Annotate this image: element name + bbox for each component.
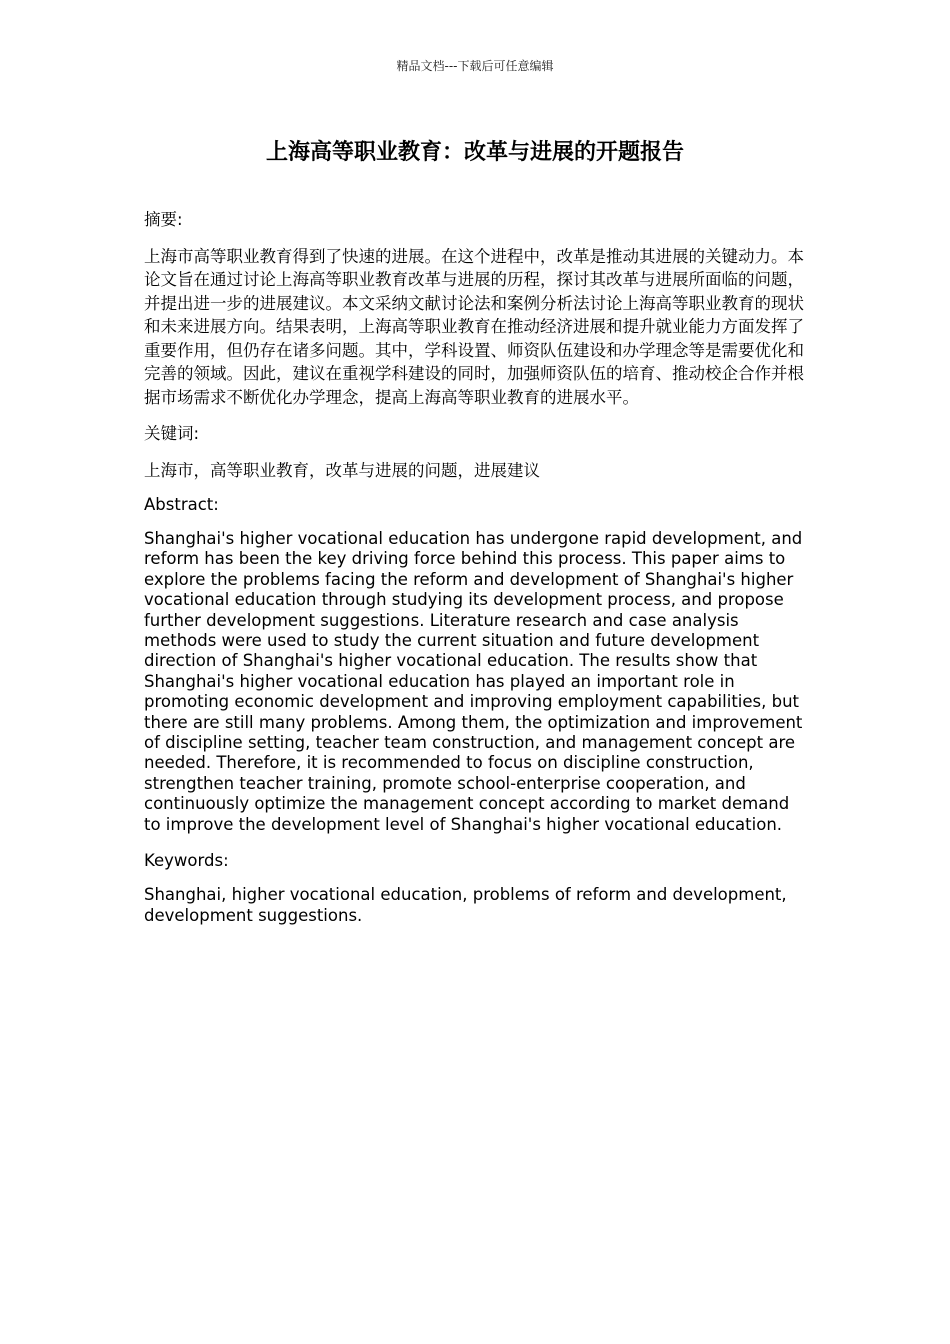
document-body — [144, 208, 808, 942]
keywords-en-label: Keywords: — [144, 851, 229, 871]
keywords-zh-text: 上海市，高等职业教育，改革与进展的问题，进展建议 — [144, 460, 540, 480]
keywords-zh-label: 关键词: — [144, 424, 200, 443]
keywords-en-text: Shanghai, higher vocational education, problems of reform and development, development suggestions. — [144, 885, 787, 925]
header-note: 精品文档---下载后可任意编辑 — [396, 59, 554, 73]
document-title: 上海高等职业教育：改革与进展的开题报告 — [265, 140, 684, 165]
abstract-zh-label: 摘要: — [144, 210, 183, 229]
abstract-en-text: Shanghai's higher vocational education has undergone rapid development, and reform has been the key driving force behind this process. This paper aims to explore the problems facing the reform and development of Shanghai's higher vocational education through studying its development process, and propose further development suggestions. Literature research and case analysis methods were used to study the current situation and future development direction of Shanghai's higher vocational education. The results show that Shanghai's higher vocational education has played an important role in promoting economic development and improving employment capabilities, but there are still many problems. Among them, the optimization and improvement of discipline setting, teacher team construction, and management concept are needed. Therefore, it is recommended to focus on discipline construction, strengthen teacher training, promote school-enterprise cooperation, and continuously optimize the management concept according to market demand to improve the development level of Shanghai's higher vocational education. — [144, 529, 803, 834]
abstract-en-label: Abstract: — [144, 495, 219, 514]
abstract-zh-text: 上海市高等职业教育得到了快速的进展。在这个进程中，改革是推动其进展的关键动力。本论文旨在通过讨论上海高等职业教育改革与进展的历程，探讨其改革与进展所面临的问题，并提出进一步的进展建议。本文采纳文献讨论法和案例分析法讨论上海高等职业教育的现状和未来进展方向。结果表明，上海高等职业教育在推动经济进展和提升就业能力方面发挥了重要作用，但仍存在诸多问题。其中，学科设置、师资队伍建设和办学理念等是需要优化和完善的领域。因此，建议在重视学科建设的同时，加强师资队伍的培育、推动校企合作并根据市场需求不断优化办学理念，提高上海高等职业教育的进展水平。 — [144, 246, 804, 407]
